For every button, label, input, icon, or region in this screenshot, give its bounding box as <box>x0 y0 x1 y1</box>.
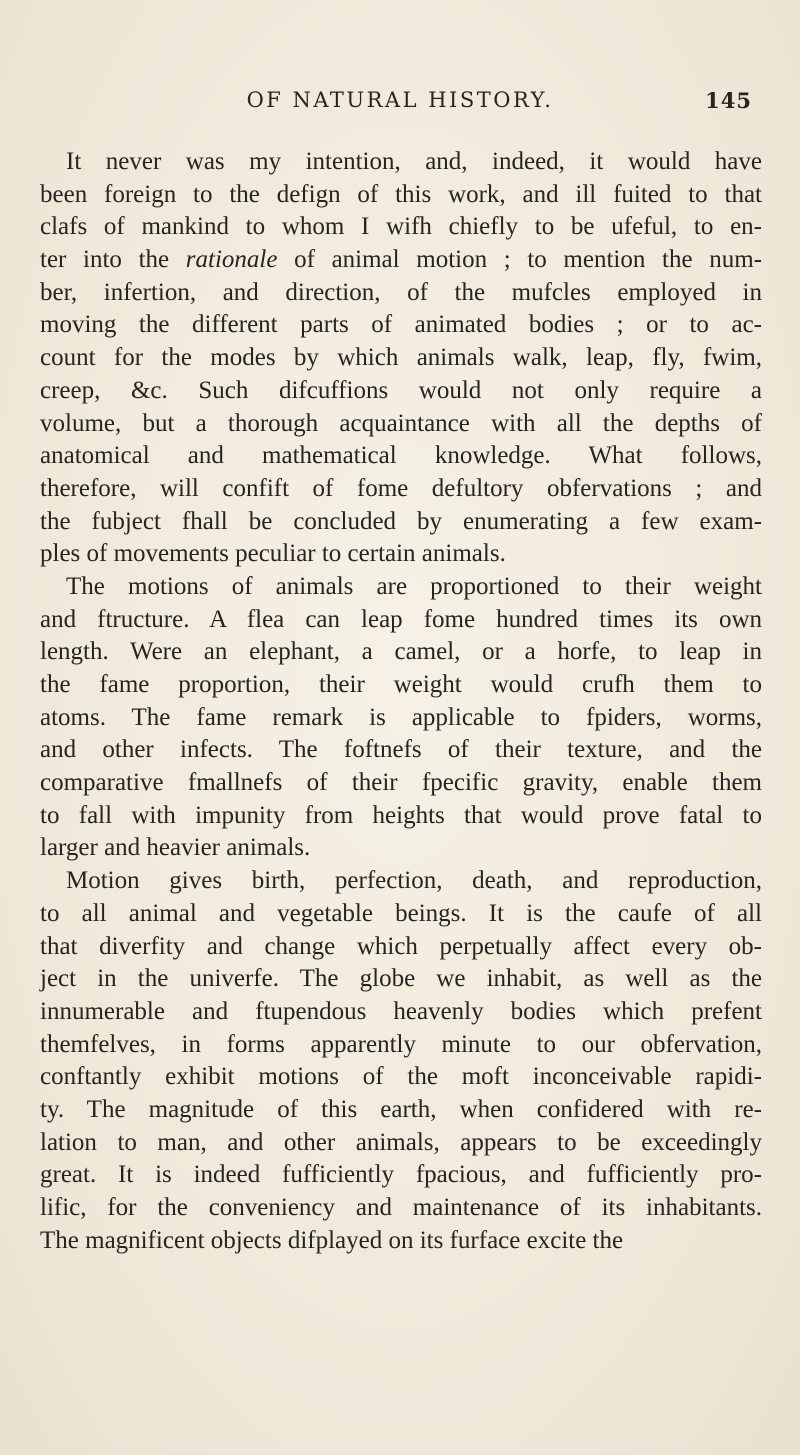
text-line: anatomical and mathematical knowledge. What follows, <box>40 442 762 470</box>
paragraph-3 <box>40 865 762 1257</box>
text-line: therefore, will confift of fome defultory obfervations ; and <box>40 474 762 502</box>
running-title: OF NATURAL HISTORY. <box>246 88 554 112</box>
text-line: the fubject fhall be concluded by enumerating a few exam- <box>40 507 762 535</box>
text-line: to fall with impunity from heights that would prove fatal to <box>40 801 762 829</box>
text-line: the fame proportion, their weight would crufh them to <box>40 671 762 698</box>
paragraph-1 <box>40 146 762 571</box>
text-line: The magnificent objects difplayed on its furface excite the <box>40 1226 624 1254</box>
italic-term: rationale <box>185 246 278 274</box>
text-line: great. It is indeed fufficiently fpacious, and fufficiently pro- <box>40 1161 762 1189</box>
text-line: ber, infertion, and direction, of the mufcles employed in <box>40 278 762 306</box>
text-line: themfelves, in forms apparently minute to our obfervation, <box>40 1030 762 1058</box>
text-line: ter into the rationale of animal motion ; to mention the num- <box>40 246 762 274</box>
text-line: that diverfity and change which perpetually affect every ob- <box>40 932 762 960</box>
text-line: clafs of mankind to whom I wifh chiefly to be ufeful, to en- <box>40 213 762 241</box>
text-line: ples of movements peculiar to certain animals. <box>40 540 506 568</box>
text-line: creep, &c. Such difcuffions would not only require a <box>40 376 762 404</box>
text-line: atoms. The fame remark is applicable to fpiders, worms, <box>40 703 762 731</box>
text-line: comparative fmallnefs of their fpecific gravity, enable them <box>40 769 762 797</box>
text-line: conftantly exhibit motions of the moft inconceivable rapidi- <box>40 1063 762 1091</box>
text-line: larger and heavier animals. <box>40 834 311 862</box>
text-line: been foreign to the defign of this work, and ill fuited to that <box>40 180 762 208</box>
text-line: lation to man, and other animals, appears to be exceedingly <box>40 1128 762 1156</box>
paragraph-2 <box>40 571 762 865</box>
text-line: innumerable and ftupendous heavenly bodies which prefent <box>40 997 762 1025</box>
text-line: lific, for the conveniency and maintenance of its inhabitants. <box>40 1194 762 1221</box>
text-line: ject in the univerfe. The globe we inhabit, as well as the <box>40 965 762 993</box>
text-line: length. Were an elephant, a camel, or a horfe, to leap in <box>40 638 762 666</box>
text-line: and ftructure. A flea can leap fome hundred times its own <box>40 605 762 633</box>
text-line: ty. The magnitude of this earth, when confidered with re- <box>40 1095 762 1123</box>
text-line: volume, but a thorough acquaintance with all the depths of <box>40 409 762 437</box>
text-line: and other infects. The foftnefs of their texture, and the <box>40 736 762 764</box>
body-text <box>40 146 762 1257</box>
text-line: Motion gives birth, perfection, death, and reproduction, <box>66 867 762 895</box>
text-line: count for the modes by which animals walk, leap, fly, fwim, <box>40 344 762 372</box>
text-line: It never was my intention, and, indeed, it would have <box>66 148 762 175</box>
text-line: to all animal and vegetable beings. It is the caufe of all <box>40 899 762 927</box>
page-number: 145 <box>705 88 752 113</box>
text-line: moving the different parts of animated bodies ; or to ac- <box>40 311 762 339</box>
running-head <box>0 88 800 118</box>
text-line: The motions of animals are proportioned to their weight <box>66 572 762 600</box>
